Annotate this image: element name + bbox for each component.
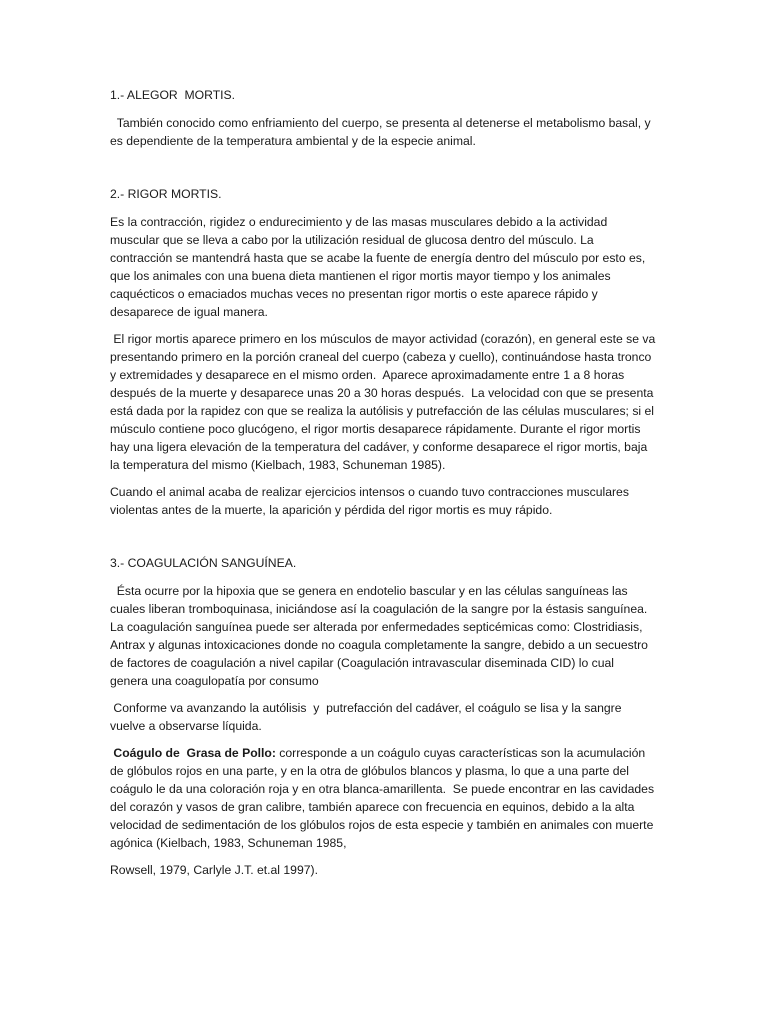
section-1-title: 1.- ALEGOR MORTIS. xyxy=(110,88,236,102)
section-2-paragraph-2: El rigor mortis aparece primero en los músculos de mayor actividad (corazón), en general este se va presentando primero en la porción craneal del cuerpo (cabeza y cuello), continuándose hasta tronco y extremidades y desaparece en el mismo orden. Aparece aproximadamente entre 1 a 8 horas después de la muerte y desaparece unas 20 a 30 horas después. La velocidad con que se presenta está dada por la rapidez con que se realiza la autólisis y putrefacción de las células musculares; si el músculo contiene poco glucógeno, el rigor mortis desaparece rápidamente. Durante el rigor mortis hay una ligera elevación de la temperatura del cadáver, y conforme desaparece el rigor mortis, baja la temperatura del mismo (Kielbach, 1983, Schuneman 1985). xyxy=(110,332,659,472)
section-3-paragraph-3 xyxy=(110,744,658,852)
term-coagulo-grasa-de-pollo: Coágulo de Grasa de Pollo: xyxy=(110,746,276,760)
section-3-references: Rowsell, 1979, Carlyle J.T. et.al 1997). xyxy=(110,863,318,877)
section-3-title: 3.- COAGULACIÓN SANGUÍNEA. xyxy=(110,556,297,570)
term-definition: corresponde a un coágulo cuyas características son la acumulación de glóbulos rojos en una parte, y en la otra de glóbulos blancos y plasma, lo que a una parte del coágulo le da una coloración roja y en otra blanca-amarillenta. Se puede encontrar en las cavidades del corazón y vasos de gran calibre, también aparece con frecuencia en equinos, debido a la alta velocidad de sedimentación de los glóbulos rojos de esta especie y también en animales con muerte agónica (Kielbach, 1983, Schuneman 1985, xyxy=(110,746,658,850)
section-3-paragraph-1: Ésta ocurre por la hipoxia que se genera en endotelio bascular y en las células sanguíneas las cuales liberan tromboquinasa, iniciándose así la coagulación de la sangre por la éstasis sanguínea. La coagulación sanguínea puede ser alterada por enfermedades septicémicas como: Clostridiasis, Antrax y algunas intoxicaciones donde no coagula completamente la sangre, debido a un secuestro de factores de coagulación a nivel capilar (Coagulación intravascular diseminada CID) lo cual genera una coagulopatía por consumo xyxy=(110,584,655,688)
section-2-paragraph-1: Es la contracción, rigidez o endurecimiento y de las masas musculares debido a la actividad muscular que se lleva a cabo por la utilización residual de glucosa dentro del músculo. La contracción se mantendrá hasta que se acabe la fuente de energía dentro del músculo por esto es, que los animales con una buena dieta mantienen el rigor mortis mayor tiempo y los animales caquécticos o emaciados muchas veces no presentan rigor mortis o este aparece rápido y desaparece de igual manera. xyxy=(110,215,646,319)
section-1-paragraph: También conocido como enfriamiento del cuerpo, se presenta al detenerse el metabolismo basal, y es dependiente de la temperatura ambiental y de la especie animal. xyxy=(110,116,655,148)
document-page xyxy=(110,86,658,888)
section-gap xyxy=(110,159,658,185)
section-gap xyxy=(110,528,658,554)
section-3-paragraph-2: Conforme va avanzando la autólisis y putrefacción del cadáver, el coágulo se lisa y la sangre vuelve a observarse líquida. xyxy=(110,701,625,733)
section-2-title: 2.- RIGOR MORTIS. xyxy=(110,187,222,201)
section-2-paragraph-3: Cuando el animal acaba de realizar ejercicios intensos o cuando tuvo contracciones musculares violentas antes de la muerte, la aparición y pérdida del rigor mortis es muy rápido. xyxy=(110,485,629,517)
